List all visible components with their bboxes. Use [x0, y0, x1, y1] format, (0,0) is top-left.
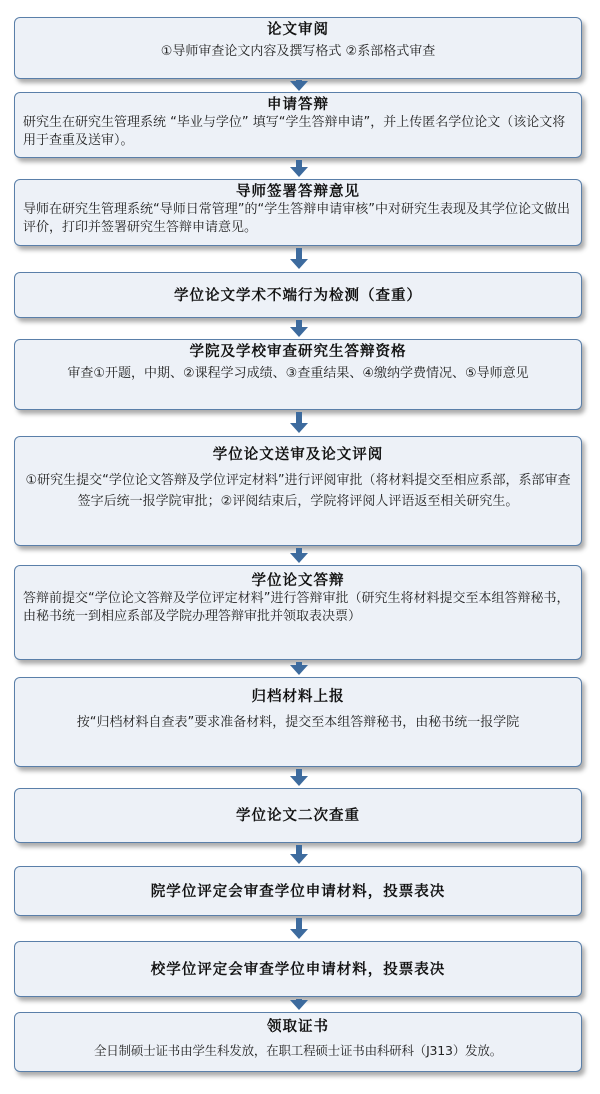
- arrow-down-icon: [290, 167, 308, 177]
- arrow-down-icon: [290, 665, 308, 675]
- step-collect-certificate: [14, 1012, 582, 1072]
- step-description: ①研究生提交“学位论文答辩及学位评定材料”进行评阅审批（将材料提交至相应系部，系部审查签字后统一报学院审批；②评阅结束后，学院将评阅人评语返至相关研究生。: [25, 473, 571, 509]
- arrow-down-icon: [290, 929, 308, 939]
- step-second-plagiarism-check: [14, 788, 582, 843]
- step-title: 申请答辩: [267, 97, 329, 113]
- step-external-review: [14, 436, 582, 546]
- step-description: 按“归档材料自查表”要求准备材料，提交至本组答辩秘书，由秘书统一报学院: [76, 715, 520, 730]
- step-archive-submission: [14, 677, 582, 767]
- step-college-committee-vote: [14, 866, 582, 916]
- step-title: 领取证书: [267, 1019, 329, 1035]
- step-qualification-review: [14, 339, 582, 410]
- step-title: 校学位评定会审查学位申请材料，投票表决: [150, 961, 446, 978]
- arrow-down-icon: [290, 776, 308, 786]
- step-title: 论文审阅: [267, 22, 329, 38]
- step-thesis-defense: [14, 565, 582, 660]
- arrow-down-icon: [290, 327, 308, 337]
- step-university-committee-vote: [14, 941, 582, 997]
- arrow-down-icon: [290, 259, 308, 269]
- step-title: 学位论文学术不端行为检测（查重）: [174, 287, 422, 304]
- step-description: 审查①开题，中期、②课程学习成绩、③查重结果、④缴纳学费情况、⑤导师意见: [67, 366, 529, 381]
- step-advisor-opinion: [14, 179, 582, 246]
- arrow-down-icon: [290, 423, 308, 433]
- step-apply-defense: [14, 92, 582, 158]
- arrow-down-icon: [290, 553, 308, 563]
- step-title: 归档材料上报: [251, 689, 345, 705]
- arrow-down-icon: [290, 854, 308, 864]
- step-plagiarism-check: [14, 272, 582, 318]
- step-title: 学位论文送审及论文评阅: [212, 447, 384, 463]
- step-thesis-review: [14, 17, 582, 79]
- step-description: ①导师审查论文内容及撰写格式 ②系部格式审查: [160, 44, 436, 59]
- step-title: 学位论文二次查重: [236, 808, 360, 824]
- step-title: 学位论文答辩: [251, 573, 345, 589]
- step-description: 导师在研究生管理系统“导师日常管理”的“学生答辩申请审核”中对研究生表现及其学位论文做出评价，打印并签署研究生答辩申请意见。: [23, 202, 570, 235]
- arrow-down-icon: [290, 81, 308, 91]
- step-title: 导师签署答辩意见: [236, 184, 360, 200]
- step-title: 学院及学校审查研究生答辩资格: [189, 344, 407, 360]
- step-description: 研究生在研究生管理系统 “毕业与学位” 填写“学生答辩申请”，并上传匿名学位论文（该论文将用于查重及送审）。: [23, 115, 566, 148]
- step-description: 全日制硕士证书由学生科发放，在职工程硕士证书由科研科（J313）发放。: [93, 1043, 503, 1058]
- arrow-down-icon: [290, 1000, 308, 1010]
- step-description: 答辩前提交“学位论文答辩及学位评定材料”进行答辩审批（研究生将材料提交至本组答辩秘书，由秘书统一到相应系部及学院办理答辩审批并领取表决票）: [23, 591, 570, 624]
- step-title: 院学位评定会审查学位申请材料，投票表决: [150, 883, 446, 900]
